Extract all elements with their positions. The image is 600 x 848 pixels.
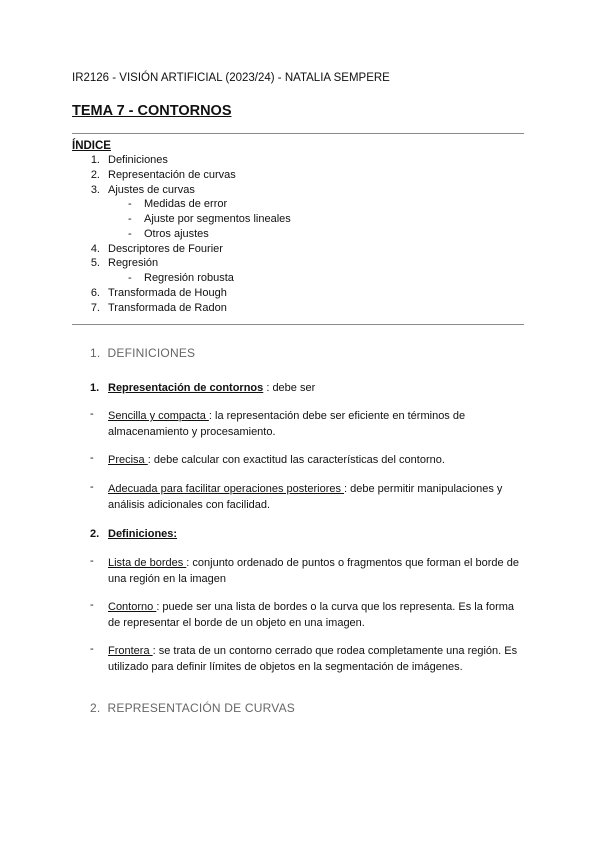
index-list: 1. Definiciones 2. Representación de curvas 3. Ajustes de curvas - Medidas de error - Ajuste por segmentos lineales - Otros ajustes 4. Descriptores de Fourier 5. Regresión - Regresión robusta 6. Transformada de Hough 7. Transformada de Radon [90,154,291,314]
divider [72,324,524,325]
divider [72,133,524,134]
section-heading: 1. DEFINICIONES [90,346,196,360]
index-heading: ÍNDICE [72,140,111,152]
section-heading: 2. REPRESENTACIÓN DE CURVAS [90,701,296,715]
page-title: TEMA 7 - CONTORNOS [72,103,232,119]
document-header: IR2126 - VISIÓN ARTIFICIAL (2023/24) - NATALIA SEMPERE [72,72,390,84]
